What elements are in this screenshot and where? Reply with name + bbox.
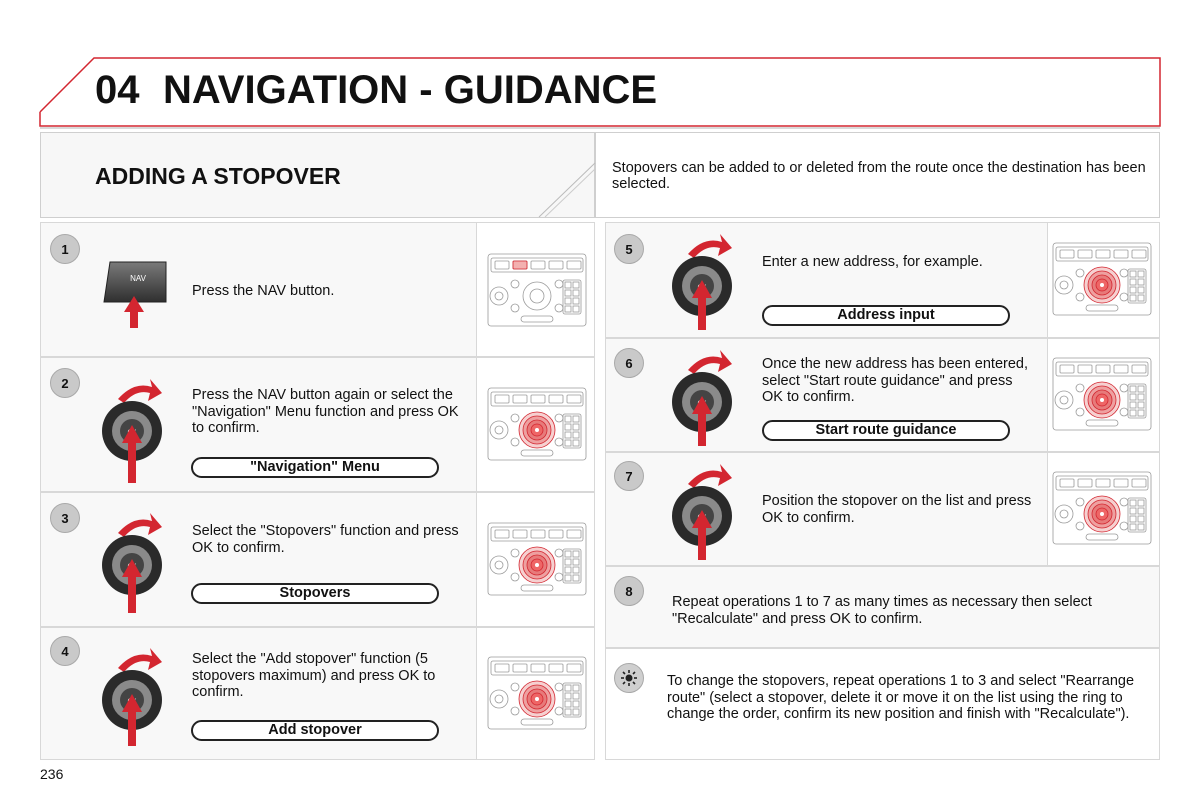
nav-button-label: NAV	[130, 274, 146, 283]
rotary-controller-icon	[670, 458, 740, 562]
step-text: Select the "Add stopover" function (5 stopovers maximum) and press OK to confirm.	[192, 651, 436, 700]
console-dial-highlight	[1052, 470, 1152, 546]
lightbulb-icon	[614, 663, 644, 693]
console-dial-highlight	[1052, 241, 1152, 317]
menu-item-address-input[interactable]: Address input	[762, 305, 1010, 326]
rotary-controller-icon	[100, 507, 170, 619]
nav-button-icon	[100, 258, 170, 330]
step-number-badge: 6	[614, 348, 644, 378]
rotary-controller-icon	[100, 642, 170, 750]
step-number-badge: 2	[50, 368, 80, 398]
step-text: Select the "Stopovers" function and press OK to confirm.	[192, 523, 459, 556]
step-text: Position the stopover on the list and press OK to confirm.	[762, 493, 1032, 526]
step-number-badge: 7	[614, 461, 644, 491]
menu-item-add-stopover[interactable]: Add stopover	[191, 720, 439, 741]
rotary-controller-icon	[100, 373, 170, 485]
step-number-badge: 1	[50, 234, 80, 264]
chapter-number: 04	[95, 68, 140, 112]
console-dial-highlight	[487, 655, 587, 731]
page-title: NAVIGATION - GUIDANCE	[163, 68, 658, 112]
step-number-badge: 4	[50, 636, 80, 666]
step-text: Once the new address has been entered, select "Start route guidance" and press OK to confirm.	[762, 356, 1029, 405]
section-title: ADDING A STOPOVER	[95, 163, 341, 189]
console-dial-highlight	[487, 386, 587, 462]
step-text: Enter a new address, for example.	[762, 254, 983, 270]
console-dial-highlight	[487, 521, 587, 597]
step-text: Press the NAV button.	[192, 283, 335, 299]
page-number: 236	[40, 766, 64, 782]
step-number-badge: 3	[50, 503, 80, 533]
intro-text: Stopovers can be added to or deleted from the route once the destination has been selected.	[612, 160, 1146, 192]
rotary-controller-icon	[670, 228, 740, 332]
step-number-badge: 8	[614, 576, 644, 606]
menu-item-start-route-guidance[interactable]: Start route guidance	[762, 420, 1010, 441]
step-text: Press the NAV button again or select the "Navigation" Menu function and press OK to confirm.	[192, 387, 459, 436]
fold-corner	[535, 160, 597, 220]
console-dial-highlight	[1052, 356, 1152, 432]
tip-text: To change the stopovers, repeat operations 1 to 3 and select "Rearrange route" (select a stopover, delete it or move it on the list using the ring to change the order, confirm its new position and finish with "Recalculate").	[667, 673, 1135, 722]
menu-item-navigation-menu[interactable]: "Navigation" Menu	[191, 457, 439, 478]
step-text: Repeat operations 1 to 7 as many times as necessary then select "Recalculate" and press OK to confirm.	[672, 594, 1092, 627]
menu-item-stopovers[interactable]: Stopovers	[191, 583, 439, 604]
rotary-controller-icon	[670, 344, 740, 448]
console-nav-highlight	[487, 252, 587, 328]
step-number-badge: 5	[614, 234, 644, 264]
